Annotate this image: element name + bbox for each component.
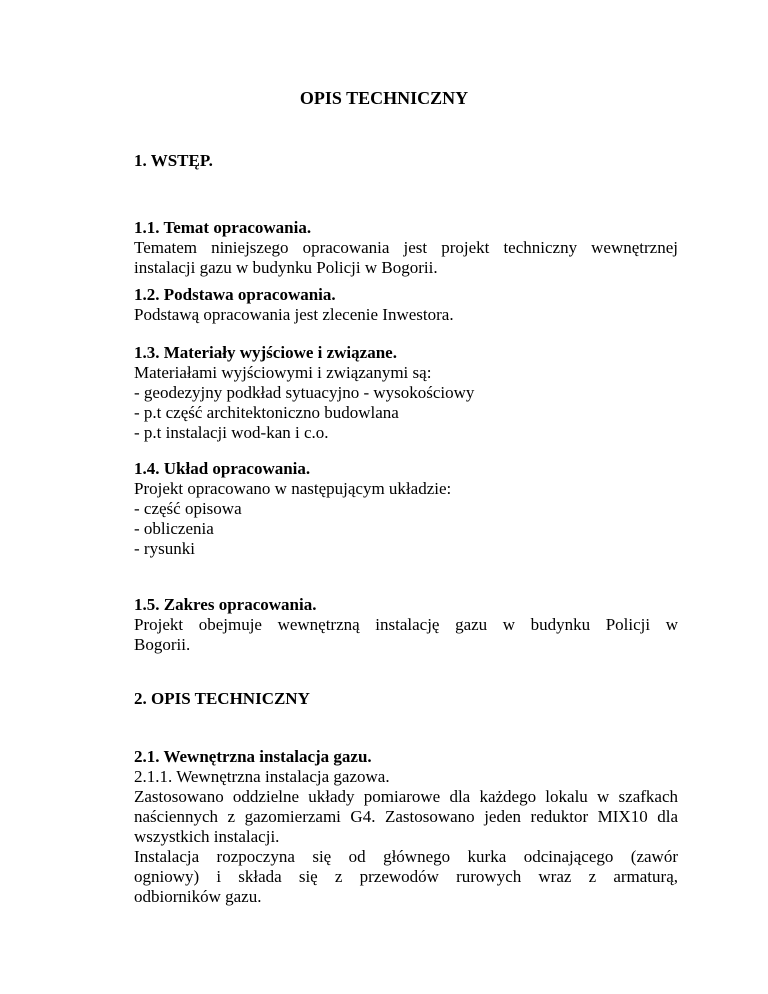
section-1-5-heading: 1.5. Zakres opracowania. <box>134 595 317 614</box>
section-1-2-heading: 1.2. Podstawa opracowania. <box>134 285 336 304</box>
list-item: - rysunki <box>134 539 195 558</box>
section-1-heading: 1. WSTĘP. <box>134 151 213 170</box>
section-1-2-text: Podstawą opracowania jest zlecenie Inwestora. <box>134 305 454 324</box>
section-2-1-p1-line-1: Zastosowano oddzielne układy pomiarowe dla każdego lokalu w szafkach <box>134 787 678 806</box>
section-1-1-text-line-1: Tematem niniejszego opracowania jest projekt techniczny wewnętrznej <box>134 238 678 257</box>
section-1-4 <box>134 459 678 559</box>
section-1-3 <box>134 343 678 443</box>
section-1-5 <box>134 595 678 655</box>
list-item: - część opisowa <box>134 499 242 518</box>
section-1-3-heading: 1.3. Materiały wyjściowe i związane. <box>134 343 397 362</box>
list-item: - geodezyjny podkład sytuacyjno - wysokościowy <box>134 383 475 402</box>
section-1-1-heading: 1.1. Temat opracowania. <box>134 218 312 237</box>
section-1-4-intro: Projekt opracowano w następującym układzie: <box>134 479 452 498</box>
section-1-1 <box>134 218 678 278</box>
section-1-2 <box>134 285 678 325</box>
list-item: - p.t instalacji wod-kan i c.o. <box>134 423 329 442</box>
section-2-1-p1-line-2: naściennych z gazomierzami G4. Zastosowano jeden reduktor MIX10 dla <box>134 807 678 826</box>
section-2-1 <box>134 747 678 907</box>
section-2-1-heading: 2.1. Wewnętrzna instalacja gazu. <box>134 747 372 766</box>
document-title: OPIS TECHNICZNY <box>299 88 469 108</box>
section-2-heading: 2. OPIS TECHNICZNY <box>134 689 310 708</box>
section-2-1-1-subheading: 2.1.1. Wewnętrzna instalacja gazowa. <box>134 767 390 786</box>
section-2-1-p2-line-3: odbiorników gazu. <box>134 887 262 906</box>
section-1-3-intro: Materiałami wyjściowymi i związanymi są: <box>134 363 432 382</box>
section-1-5-text-line-1: Projekt obejmuje wewnętrzną instalację gazu w budynku Policji w <box>134 615 678 634</box>
section-1-5-text-line-2: Bogorii. <box>134 635 191 654</box>
section-2-1-p1-line-3: wszystkich instalacji. <box>134 827 280 846</box>
list-item: - p.t część architektoniczno budowlana <box>134 403 399 422</box>
section-1-4-heading: 1.4. Układ opracowania. <box>134 459 311 478</box>
section-2-1-p2-line-1: Instalacja rozpoczyna się od głównego kurka odcinającego (zawór <box>134 847 678 866</box>
section-1-1-text-line-2: instalacji gazu w budynku Policji w Bogorii. <box>134 258 438 277</box>
list-item: - obliczenia <box>134 519 214 538</box>
section-2-1-p2-line-2: ogniowy) i składa się z przewodów rurowych wraz z armaturą, <box>134 867 678 886</box>
